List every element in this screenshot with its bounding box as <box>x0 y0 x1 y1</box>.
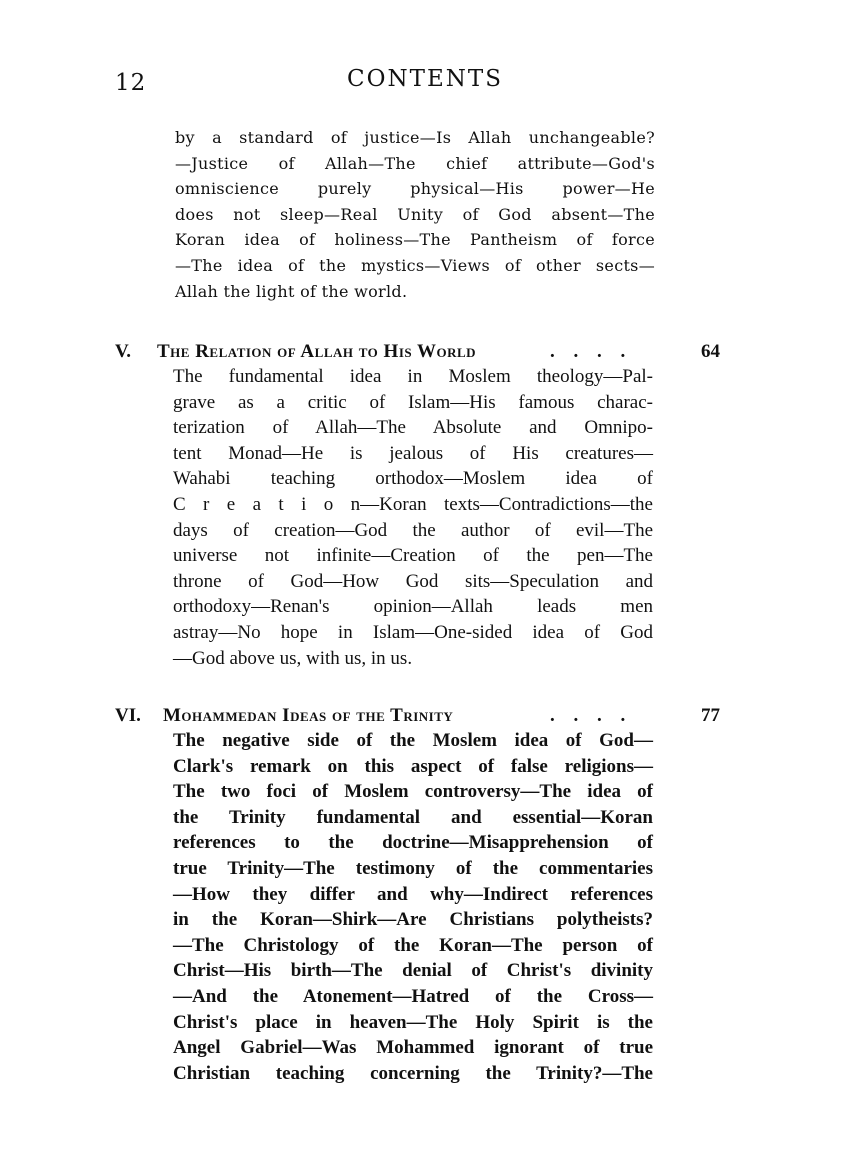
text-line: terization of Allah—The Absolute and Omnipo- <box>173 417 653 439</box>
text-line: —Justice of Allah—The chief attribute—God's <box>175 153 655 173</box>
dot-leaders: . . . . <box>550 705 633 726</box>
text-line: throne of God—How God sits—Speculation and <box>173 570 653 592</box>
dot-leaders: . . . . <box>550 341 633 362</box>
text-line: Christian teaching concerning the Trinity?—The <box>173 1062 653 1084</box>
text-line: Clark's remark on this aspect of false religions— <box>173 755 653 777</box>
text-line: —The Christology of the Koran—The person of <box>173 934 653 956</box>
text-line: Angel Gabriel—Was Mohammed ignorant of true <box>173 1037 653 1059</box>
chapter-vi-summary <box>173 728 653 1086</box>
text-line: grave as a critic of Islam—His famous charac- <box>173 391 653 413</box>
text-line: in the Koran—Shirk—Are Christians polytheists? <box>173 909 653 931</box>
text-line: the Trinity fundamental and essential—Koran <box>173 806 653 828</box>
text-line: days of creation—God the author of evil—The <box>173 519 653 541</box>
text-line: universe not infinite—Creation of the pen—The <box>173 545 653 567</box>
text-line: —The idea of the mystics—Views of other sects— <box>175 255 655 275</box>
text-line: The fundamental idea in Moslem theology—Pal- <box>173 366 653 387</box>
chapter-title: The Relation of Allah to His World <box>157 341 477 362</box>
text-line: Christ—His birth—The denial of Christ's divinity <box>173 960 653 982</box>
text-line: Wahabi teaching orthodox—Moslem idea of <box>173 468 653 490</box>
continued-entry-text <box>175 125 655 304</box>
chapter-v-summary <box>173 364 653 671</box>
chapter-numeral: VI. <box>115 705 141 726</box>
text-line: tent Monad—He is jealous of His creatures— <box>173 442 653 464</box>
text-line: by a standard of justice—Is Allah unchangeable? <box>175 128 655 147</box>
text-line: Allah the light of the world. <box>175 281 408 301</box>
text-line: true Trinity—The testimony of the commentaries <box>173 857 653 879</box>
text-line: astray—No hope in Islam—One-sided idea of God <box>173 621 653 643</box>
text-line: orthodoxy—Renan's opinion—Allah leads men <box>173 596 653 618</box>
text-line: references to the doctrine—Misapprehension of <box>173 832 653 854</box>
text-line: Koran idea of holiness—The Pantheism of force <box>175 230 655 250</box>
text-line: Christ's place in heaven—The Holy Spirit is the <box>173 1011 653 1033</box>
chapter-title: Mohammedan Ideas of the Trinity <box>163 705 454 726</box>
text-line: The negative side of the Moslem idea of God— <box>173 730 653 751</box>
text-line: C r e a t i o n—Koran texts—Contradictions—the <box>173 493 653 515</box>
page-number: 12 <box>115 70 147 96</box>
text-line: does not sleep—Real Unity of God absent—The <box>175 204 655 224</box>
text-line: The two foci of Moslem controversy—The idea of <box>173 781 653 803</box>
text-line: —How they differ and why—Indirect references <box>173 883 653 905</box>
text-line: omniscience purely physical—His power—He <box>175 179 655 199</box>
running-title: CONTENTS <box>347 66 503 92</box>
text-line: —God above us, with us, in us. <box>173 647 413 669</box>
chapter-numeral: V. <box>115 341 132 362</box>
text-line: —And the Atonement—Hatred of the Cross— <box>173 985 653 1007</box>
chapter-page-number: 64 <box>701 341 720 362</box>
chapter-page-number: 77 <box>701 705 720 726</box>
